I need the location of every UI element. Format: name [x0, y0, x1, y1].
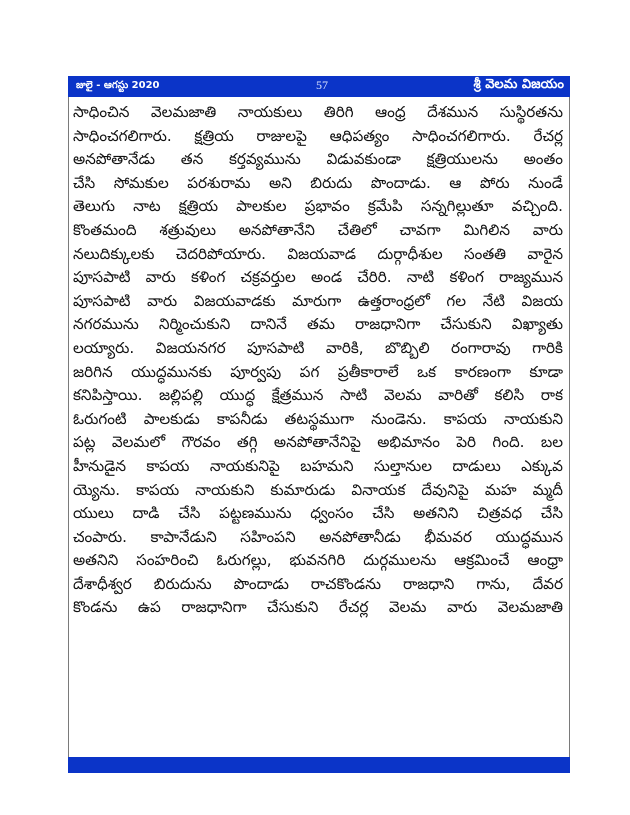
page-number: 57	[316, 78, 328, 92]
page-header-banner	[68, 76, 570, 97]
article-line: చంపారు. కాపానేడుని సహింపని అనపోతానీడు భీమవర యుద్ధమున	[73, 527, 563, 546]
article-body	[73, 101, 563, 620]
article-line: చేసి సోమకుల పరశురామ అని బిరుదు పొందాడు. ఆ పోరు నుండే	[73, 173, 563, 192]
article-line: సాధించగలిగారు. క్షత్రియ రాజులపై ఆధిపత్యం సాధించగలిగారు. రేచర్ల	[73, 126, 563, 145]
article-line: య్యెను. కాపయ నాయకుని కుమారుడు వినాయక దేవునిపై మహ మ్మదీ	[73, 480, 563, 499]
article-line: పట్ల వెలమలో గౌరవం తగ్గి అనపోతానేనిపై అభిమానం పెరి గింది. బల	[73, 433, 563, 452]
article-line: అతనిని సంహరించి ఓరుగల్లు, భువనగిరి దుర్గములను ఆక్రమించే ఆంధ్రా	[73, 551, 563, 570]
article-line: కనిపిస్తాయి. జల్లిపల్లి యుద్ధ క్షేత్రమున సాటి వెలమ వారితో కలిసి రాక	[73, 386, 563, 405]
article-line: పూసపాటి వారు కళింగ చక్రవర్తుల అండ చేరిరి. నాటి కళింగ రాజ్యమున	[73, 268, 563, 287]
article-frame	[68, 97, 570, 757]
article-line: సాధించిన వెలమజాతి నాయకులు తిరిగి ఆంధ్ర దేశమున సుస్థిరతను	[73, 103, 563, 121]
article-line: దేశాధీశ్వర బిరుదును పొందాడు రాచకొండను రాజధాని గాను, దేవర	[73, 574, 563, 593]
issue-date: జులై - ఆగస్టు 2020	[76, 80, 160, 91]
article-line: నలుదిక్కులకు చెదరిపోయారు. విజయవాడ దుర్గాధీశుల సంతతి వారైన	[73, 244, 563, 263]
article-line: అనపోతానేడు తన కర్తవ్యమును విడువకుండా క్షత్రియులను అంతం	[73, 150, 563, 169]
article-line: ఓరుగంటి పాలకుడు కాపనీడు తటస్థముగా నుండెను. కాపయ నాయకుని	[73, 409, 563, 428]
article-line: కొండను ఉప రాజధానిగా చేసుకుని రేచర్ల వెలమ వారు వెలమజాతి	[73, 598, 563, 617]
article-line: పూసపాటి వారు విజయవాడకు మారుగా ఉత్తరాంధ్రలో గల నేటి విజయ	[73, 291, 563, 310]
article-line: హీనుడైన కాపయ నాయకునిపై బహమని సుల్తానుల దాడులు ఎక్కువ	[73, 456, 563, 475]
article-line: జరిగిన యుద్ధమునకు పూర్వపు పగ ప్రతీకారాలే ఒక కారణంగా కూడా	[73, 362, 563, 381]
page-footer-banner	[68, 757, 570, 773]
magazine-title: శ్రీ వెలమ విజయం	[473, 77, 564, 92]
article-line: తెలుగు నాట క్షత్రియ పాలకుల ప్రభావం క్రమేపి సన్నగిల్లుతూ వచ్చింది.	[73, 197, 563, 216]
article-line: లయ్యారు. విజయనగర పూసపాటి వారికి, బొబ్బిలి రంగారావు గారికి	[73, 338, 563, 357]
article-line: కొంతమంది శత్రువులు అనపోతానేని చేతిలో చావగా మిగిలిన వారు	[73, 220, 563, 239]
article-line: యులు దాడి చేసి పట్టణమును ధ్వంసం చేసి అతనిని చిత్రవధ చేసి	[73, 504, 563, 523]
article-line: నగరమును నిర్మించుకుని దానినే తమ రాజధానిగా చేసుకుని విఖ్యాతు	[73, 315, 563, 334]
